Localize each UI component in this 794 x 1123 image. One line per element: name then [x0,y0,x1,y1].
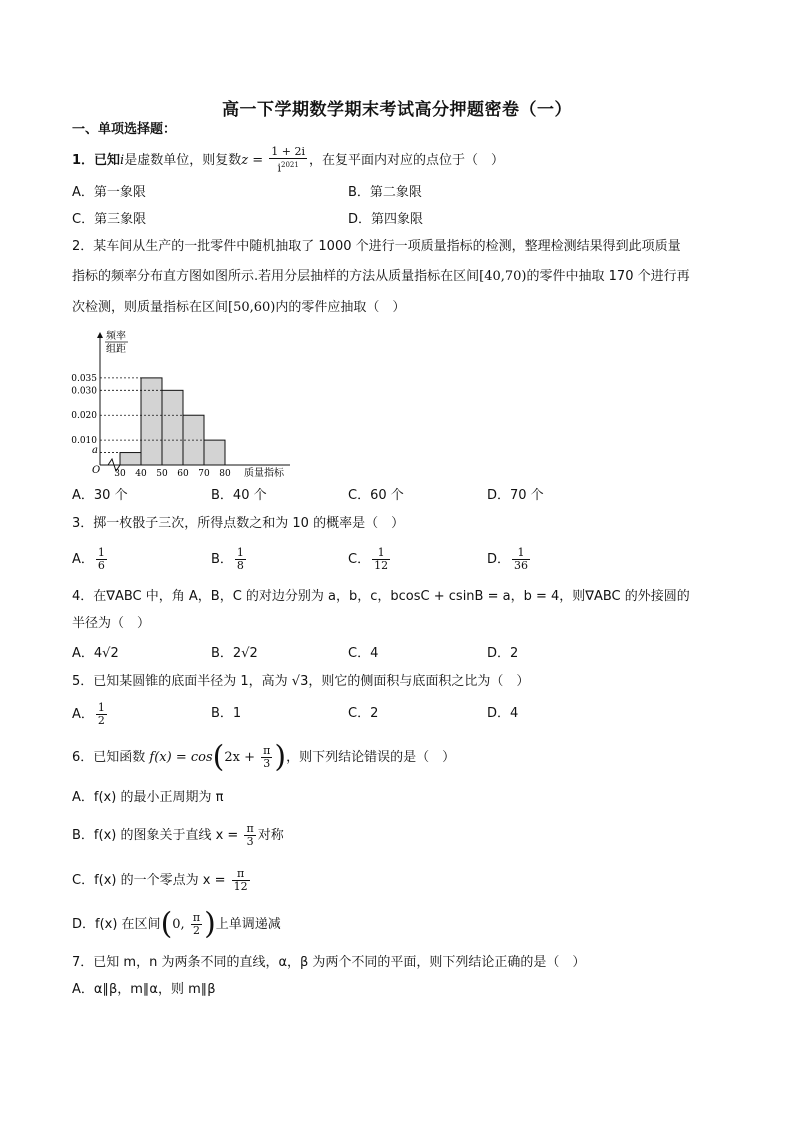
histogram-bars [120,378,225,465]
q3-option-a[interactable]: A． $\frac{1}{6}$ [72,546,105,572]
exam-title: 高一下学期数学期末考试高分押题密卷（一） [222,100,572,120]
y-tick-label: 0.035 [71,373,97,384]
q1-option-d[interactable]: D．第四象限 [348,212,424,227]
y-label-top: 频率 [106,331,126,342]
y-label-bottom: 组距 [106,344,126,355]
q3-option-b[interactable]: B． $\frac{1}{8}$ [211,546,244,572]
q2-option-c[interactable]: C．60 个 [348,488,404,503]
q4-option-c[interactable]: C．4 [348,646,379,661]
x-axis-label: 质量指标 [244,468,284,479]
q4-option-d[interactable]: D．2 [487,646,519,661]
question-2-line-1: 2．某车间从生产的一批零件中随机抽取了 1000 个进行一项质量指标的检测，整理检测结果得到此项质量 [72,239,681,254]
x-tick-labels [114,469,231,479]
q6-option-c[interactable]: C．f(x) 的一个零点为 x = $\frac{\pi}{12}$ [72,867,248,893]
histogram-bar [204,440,225,465]
q1-fraction: $\frac{1 + 2i}{i^{2021}}$ [271,145,305,175]
x-tick-label: 80 [219,469,231,479]
x-tick-label: 50 [156,469,168,479]
y-tick-label: 0.030 [71,386,97,397]
question-5-stem: 5．已知某圆锥的底面半径为 1，高为 √3，则它的侧面积与底面积之比为（ ） [72,674,530,689]
x-tick-label: 30 [114,469,126,479]
x-tick-label: 70 [198,469,210,479]
q6-option-a[interactable]: A．f(x) 的最小正周期为 π [72,790,224,805]
question-1-stem: 1．已知i是虚数单位，则复数z = $\frac{1 + 2i}{i^{2021}}$ ，在复平面内对应的点位于（ ） [72,145,505,175]
origin-label: O [92,465,101,476]
q5-option-d[interactable]: D．4 [487,706,519,721]
question-3-stem: 3．掷一枚骰子三次，所得点数之和为 10 的概率是（ ） [72,516,405,531]
q6-option-b[interactable]: B．f(x) 的图象关于直线 x = $\frac{\pi}{3}$ 对称 [72,822,284,848]
question-4-line-2: 半径为（ ） [72,616,151,631]
q5-option-a[interactable]: A． $\frac{1}{2}$ [72,701,105,727]
frequency-histogram [68,325,308,483]
y-tick-label: 0.010 [71,436,97,447]
question-7-stem: 7．已知 m，n 为两条不同的直线，α，β 为两个不同的平面，则下列结论正确的是（ ） [72,955,586,970]
x-tick-label: 60 [177,469,189,479]
question-6-stem: 6．已知函数 f(x) = cos(2x + $\frac{\pi}{3}$ )，则下列结论错误的是（ ） [72,739,456,775]
y-tick-labels [71,374,97,446]
section-heading: 一、单项选择题： [72,122,177,137]
q3-option-c[interactable]: C． $\frac{1}{12}$ [348,546,389,572]
q5-option-c[interactable]: C．2 [348,706,379,721]
question-2-line-2: 指标的频率分布直方图如图所示.若用分层抽样的方法从质量指标在区间[40,70)的零件中抽取 170 个进行再 [72,269,690,284]
histogram-bar [120,453,141,465]
q1-option-c[interactable]: C．第三象限 [72,212,147,227]
q5-option-b[interactable]: B．1 [211,706,242,721]
q4-option-a[interactable]: A．4√2 [72,646,119,661]
q1-option-a[interactable]: A．第一象限 [72,185,146,200]
q1-option-b[interactable]: B．第二象限 [348,185,422,200]
q2-option-b[interactable]: B．40 个 [211,488,267,503]
a-label: a [92,445,98,456]
q2-option-a[interactable]: A．30 个 [72,488,128,503]
y-tick-label: 0.020 [71,411,97,422]
question-2-line-3: 次检测，则质量指标在区间[50,60)内的零件应抽取（ ） [72,300,406,315]
q6-option-d[interactable]: D．f(x) 在区间(0, $\frac{\pi}{2}$ )上单调递减 [72,906,281,942]
q7-option-a[interactable]: A．α∥β，m∥α，则 m∥β [72,982,216,997]
q3-option-d[interactable]: D． $\frac{1}{36}$ [487,546,529,572]
histogram-bar [141,378,162,465]
q4-option-b[interactable]: B．2√2 [211,646,258,661]
histogram-bar [162,390,183,465]
q2-option-d[interactable]: D．70 个 [487,488,544,503]
x-tick-label: 40 [135,469,147,479]
question-4-line-1: 4．在∇ABC 中，角 A，B，C 的对边分别为 a，b，c，bcosC + csinB = a，b = 4，则∇ABC 的外接圆的 [72,589,690,604]
